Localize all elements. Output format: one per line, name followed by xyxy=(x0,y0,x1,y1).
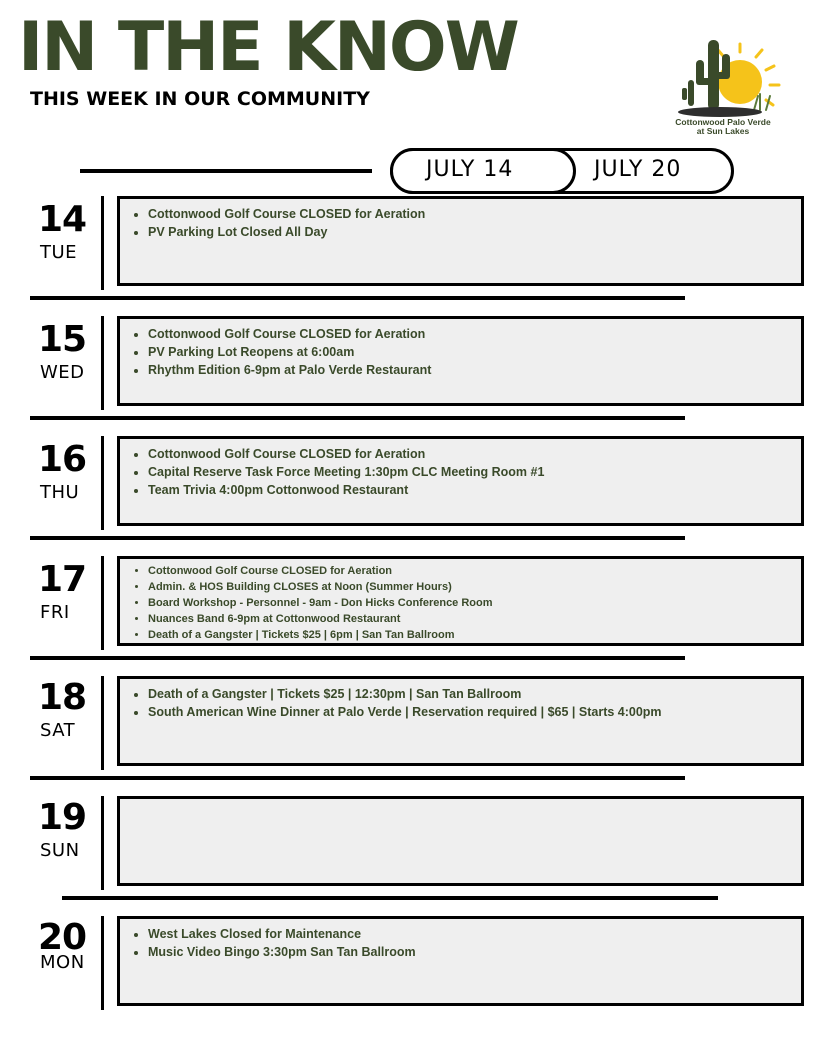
date-range-end: JULY 20 xyxy=(594,157,682,182)
event-item: • PV Parking Lot Reopens at 6:00am xyxy=(148,343,801,361)
day-divider xyxy=(101,196,104,290)
event-item: • PV Parking Lot Closed All Day xyxy=(148,223,801,241)
day-name: MON xyxy=(40,952,85,973)
event-item: • Nuances Band 6-9pm at Cottonwood Restaurant xyxy=(148,611,801,627)
header-rule xyxy=(80,169,372,173)
event-item: • South American Wine Dinner at Palo Verde | Reservation required | $65 | Starts 4:00pm xyxy=(148,703,801,721)
events-box xyxy=(117,436,804,526)
day-separator xyxy=(62,896,718,900)
day-name: TUE xyxy=(40,242,78,263)
date-range-start: JULY 14 xyxy=(426,157,514,182)
event-item: • Cottonwood Golf Course CLOSED for Aeration xyxy=(148,325,801,343)
day-divider xyxy=(101,676,104,770)
page-title: IN THE KNOW xyxy=(18,8,518,87)
day-name: SUN xyxy=(40,840,80,861)
day-divider xyxy=(101,436,104,530)
day-separator xyxy=(30,296,685,300)
event-item: • Cottonwood Golf Course CLOSED for Aeration xyxy=(148,445,801,463)
day-separator xyxy=(30,656,685,660)
day-number: 14 xyxy=(38,199,87,240)
event-item: • Capital Reserve Task Force Meeting 1:30pm CLC Meeting Room #1 xyxy=(148,463,801,481)
day-separator xyxy=(30,536,685,540)
event-item: • Admin. & HOS Building CLOSES at Noon (Summer Hours) xyxy=(148,579,801,595)
day-name: WED xyxy=(40,362,85,383)
cactus-icon xyxy=(682,40,730,110)
day-separator xyxy=(30,776,685,780)
day-number: 20 xyxy=(38,917,87,958)
events-box xyxy=(117,916,804,1006)
event-item: • West Lakes Closed for Maintenance xyxy=(148,925,801,943)
day-name: FRI xyxy=(40,602,70,623)
events-box xyxy=(117,676,804,766)
event-item: • Board Workshop - Personnel - 9am - Don Hicks Conference Room xyxy=(148,595,801,611)
ground-mound xyxy=(678,107,762,117)
day-number: 15 xyxy=(38,319,87,360)
day-number: 18 xyxy=(38,677,87,718)
events-box xyxy=(117,316,804,406)
day-number: 17 xyxy=(38,559,87,600)
page-subtitle: THIS WEEK IN OUR COMMUNITY xyxy=(30,88,370,110)
events-box xyxy=(117,796,804,886)
event-item: • Death of a Gangster | Tickets $25 | 6pm | San Tan Ballroom xyxy=(148,627,801,643)
events-box xyxy=(117,196,804,286)
day-number: 16 xyxy=(38,439,87,480)
day-name: THU xyxy=(40,482,80,503)
day-separator xyxy=(30,416,685,420)
day-divider xyxy=(101,916,104,1010)
event-item: • Rhythm Edition 6-9pm at Palo Verde Restaurant xyxy=(148,361,801,379)
day-divider xyxy=(101,556,104,650)
day-divider xyxy=(101,796,104,890)
day-name: SAT xyxy=(40,720,76,741)
event-item: • Cottonwood Golf Course CLOSED for Aeration xyxy=(148,563,801,579)
event-item: • Cottonwood Golf Course CLOSED for Aeration xyxy=(148,205,801,223)
day-divider xyxy=(101,316,104,410)
event-item: • Music Video Bingo 3:30pm San Tan Ballroom xyxy=(148,943,801,961)
day-number: 19 xyxy=(38,797,87,838)
events-box xyxy=(117,556,804,646)
logo-caption: Cottonwood Palo Verde at Sun Lakes xyxy=(675,117,771,136)
event-item: • Team Trivia 4:00pm Cottonwood Restaurant xyxy=(148,481,801,499)
event-item: • Death of a Gangster | Tickets $25 | 12:30pm | San Tan Ballroom xyxy=(148,685,801,703)
